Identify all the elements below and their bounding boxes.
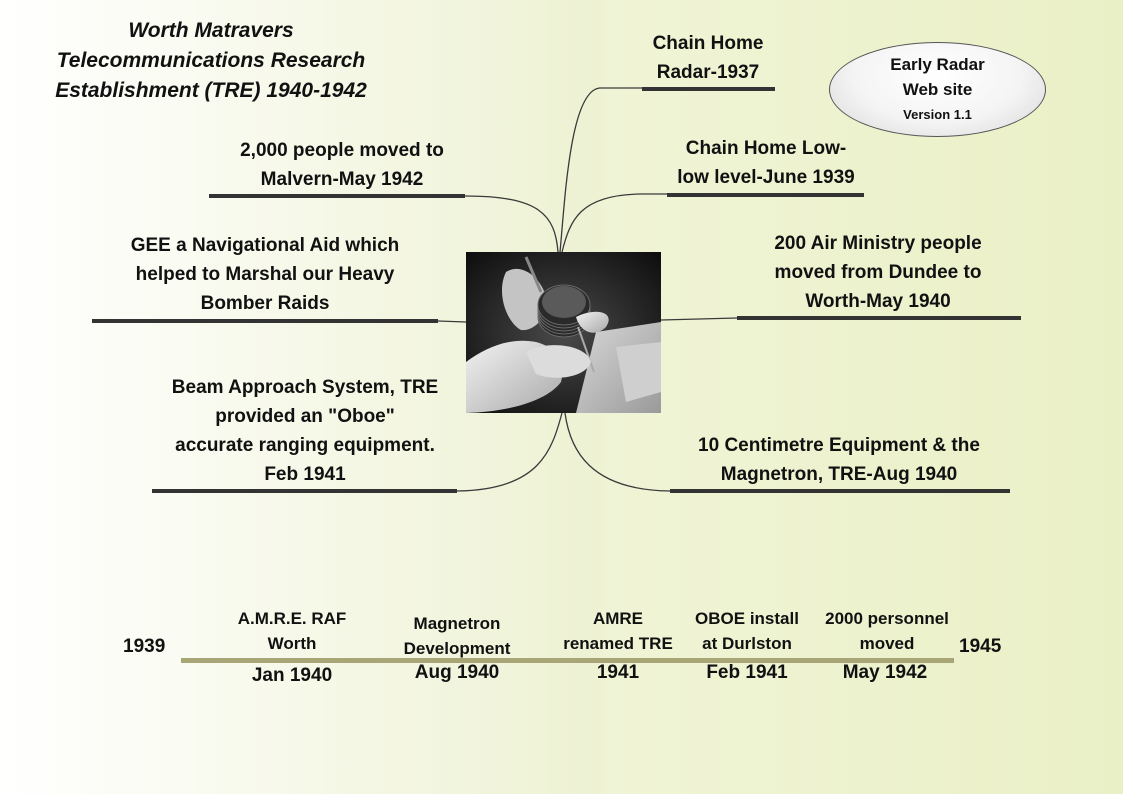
node-malvern (215, 136, 469, 194)
badge-line-1: Early Radar (890, 55, 985, 74)
node-gee-line-1: GEE a Navigational Aid which (130, 235, 400, 256)
node-chain-home-low (660, 134, 872, 192)
timeline-event-4-line-1: OBOE install (695, 609, 799, 628)
timeline-event-3-date: 1941 (596, 662, 640, 683)
node-chain-home (632, 29, 784, 87)
badge-line-2: Web site (902, 80, 973, 99)
node-oboe-line-4: Feb 1941 (264, 464, 346, 485)
timeline-end-year: 1945 (959, 636, 1002, 657)
node-chain-home-line-1: Chain Home (652, 33, 764, 54)
node-gee-line-2: helped to Marshal our Heavy (135, 264, 395, 285)
badge-version: Version 1.1 (903, 107, 972, 122)
connector-gee (438, 321, 466, 322)
timeline-event-1-label (212, 606, 372, 656)
node-air-ministry-line-2: moved from Dundee to (774, 262, 982, 283)
connector-chain-home (560, 88, 642, 252)
timeline-event-2-line-2: Development (403, 639, 511, 658)
connector-malvern (465, 196, 558, 252)
connector-chain-home-low (562, 194, 667, 252)
title-line-3: Establishment (TRE) 1940-1942 (55, 79, 367, 102)
timeline-event-4-date: Feb 1941 (706, 662, 788, 683)
timeline-event-5-line-1: 2000 personnel (825, 609, 949, 628)
node-gee-line-3: Bomber Raids (200, 293, 330, 314)
timeline-event-5-date: May 1942 (842, 662, 928, 683)
node-chain-home-low-line-2: low level-June 1939 (677, 167, 855, 188)
node-oboe (150, 373, 460, 489)
node-air-ministry (744, 229, 1012, 316)
timeline-event-1-line-1: A.M.R.E. RAF (237, 609, 347, 628)
node-air-ministry-line-1: 200 Air Ministry people (774, 233, 982, 254)
node-centimetre-line-1: 10 Centimetre Equipment & the (698, 435, 980, 456)
connector-air-ministry (661, 318, 737, 320)
node-gee (104, 231, 426, 318)
timeline-start-year: 1939 (123, 636, 166, 657)
connector-centimetre (565, 413, 670, 491)
timeline-event-2-line-1: Magnetron (413, 614, 501, 633)
timeline-event-5-line-2: moved (859, 634, 915, 653)
title-line-1: Worth Matravers (128, 19, 294, 42)
node-malvern-line-2: Malvern-May 1942 (260, 169, 424, 190)
node-centimetre-line-2: Magnetron, TRE-Aug 1940 (720, 464, 958, 485)
node-air-ministry-line-3: Worth-May 1940 (805, 291, 951, 312)
timeline-event-1-date: Jan 1940 (251, 665, 333, 686)
node-oboe-line-3: accurate ranging equipment. (175, 435, 435, 456)
node-oboe-line-1: Beam Approach System, TRE (171, 377, 439, 398)
title-line-2: Telecommunications Research (56, 49, 366, 72)
timeline-event-3-line-1: AMRE (592, 609, 644, 628)
node-oboe-line-2: provided an "Oboe" (215, 406, 395, 427)
node-malvern-line-1: 2,000 people moved to (240, 140, 444, 161)
timeline-event-1-line-2: Worth (267, 634, 317, 653)
timeline-event-5-label (812, 606, 962, 656)
early-radar-badge[interactable] (829, 42, 1046, 137)
timeline-event-3-line-2: renamed TRE (563, 634, 673, 653)
node-chain-home-low-line-1: Chain Home Low- (685, 138, 847, 159)
connector-oboe (457, 413, 562, 491)
timeline-event-2-date: Aug 1940 (414, 662, 500, 683)
timeline-event-4-label (680, 606, 814, 656)
timeline-event-2-label (382, 611, 532, 661)
node-centimetre (668, 431, 1010, 489)
magnetron-photo (466, 252, 661, 413)
timeline-event-4-line-2: at Durlston (702, 634, 792, 653)
timeline-event-3-label (548, 606, 688, 656)
node-chain-home-line-2: Radar-1937 (656, 62, 760, 83)
